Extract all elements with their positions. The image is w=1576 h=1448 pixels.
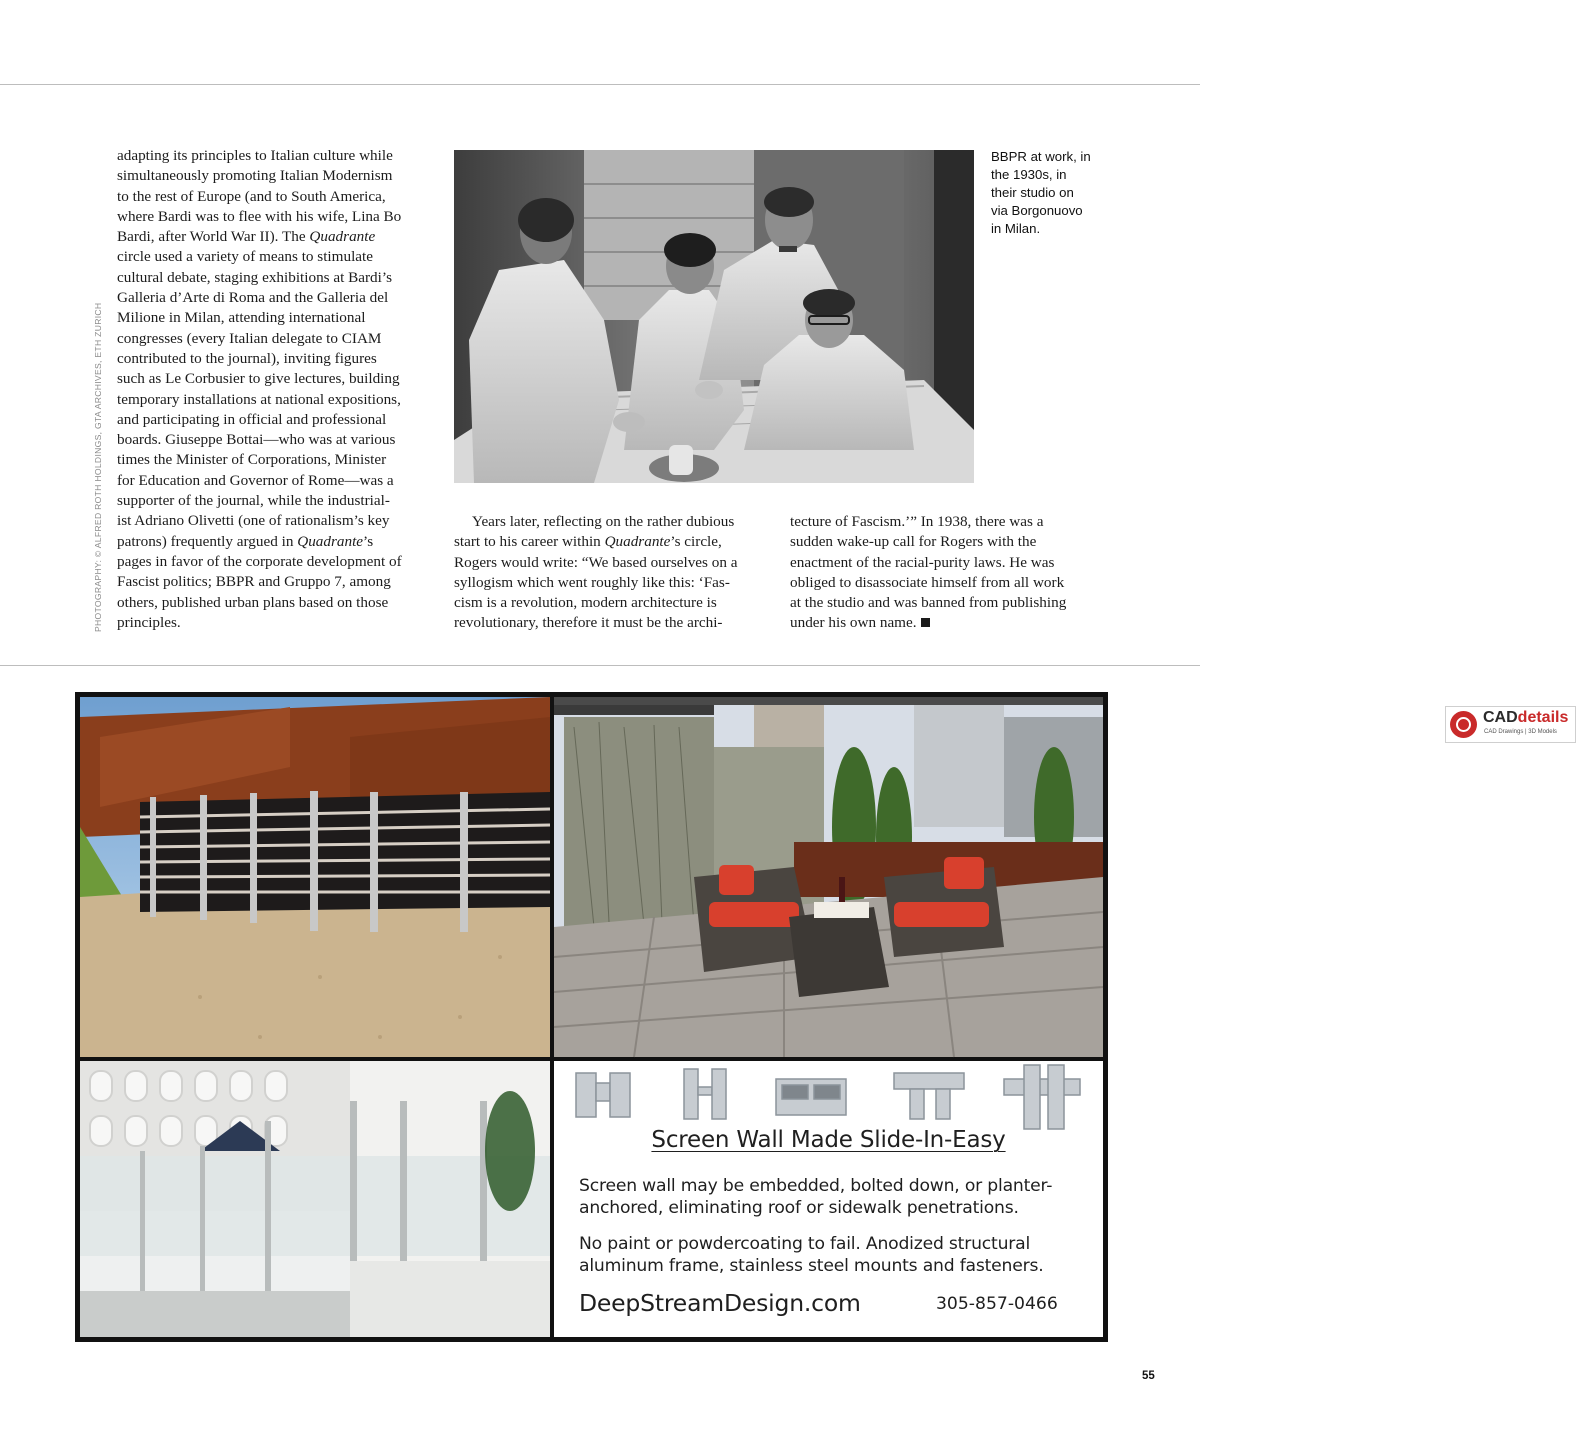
caption-line: in Milan.	[991, 221, 1041, 236]
ad-photo-glass-screen	[80, 1061, 550, 1337]
article-line: supporter of the journal, while the industrial-	[117, 492, 390, 510]
italic-title: Quadrante	[604, 533, 671, 551]
article-line: patrons) frequently argued in Quadrante’s	[117, 532, 374, 550]
article-line: simultaneously promoting Italian Modernism	[117, 167, 393, 185]
article-line: obliged to disassociate himself from all work	[790, 573, 1065, 591]
ad-photo-patio-art	[554, 697, 1103, 1057]
article-line: ist Adriano Olivetti (one of rationalism’s key	[117, 512, 390, 530]
article-line: to the rest of Europe (and to South America,	[117, 187, 386, 205]
italic-title: Quadrante	[309, 228, 376, 246]
extrusion-profile-2	[684, 1069, 726, 1119]
extrusion-profile-1	[576, 1073, 630, 1117]
ad-body-paragraph-1	[579, 1175, 1099, 1219]
article-column-2	[454, 512, 766, 634]
article-line: boards. Giuseppe Bottai—who was at various	[117, 431, 396, 449]
extrusion-profiles-art	[554, 1061, 1103, 1131]
article-line: syllogism which went roughly like this: ‘Fas-	[454, 573, 730, 591]
caption-line: the 1930s, in	[991, 167, 1067, 182]
article-line: revolutionary, therefore it must be the archi-	[454, 614, 723, 632]
article-line: sudden wake-up call for Rogers with the	[790, 533, 1037, 551]
page-number: 55	[1142, 1370, 1155, 1382]
caddetails-logo-tagline: CAD Drawings | 3D Models	[1484, 729, 1557, 735]
ad-body-line: No paint or powdercoating to fail. Anodized structural	[579, 1234, 1031, 1254]
photo-caption	[991, 148, 1116, 238]
ad-body-line: Screen wall may be embedded, bolted down, or planter-	[579, 1176, 1053, 1196]
caddetails-logo-name: CADdetails	[1483, 709, 1569, 726]
article-line: and participating in official and professional	[117, 410, 387, 428]
advertisement[interactable]	[75, 692, 1569, 1342]
ad-body-paragraph-2	[579, 1233, 1099, 1277]
ad-copy-panel	[554, 1061, 1103, 1337]
article-line: others, published urban plans based on those	[117, 593, 389, 611]
italic-title: Quadrante	[297, 532, 364, 550]
caption-line: their studio on	[991, 185, 1074, 200]
article-line: for Education and Governor of Rome—was a	[117, 471, 394, 489]
top-rule	[0, 84, 1200, 85]
article-column-3	[790, 512, 1102, 634]
article-line: cultural debate, staging exhibitions at Bardi’s	[117, 268, 392, 286]
article-line: circle used a variety of means to stimulate	[117, 248, 373, 266]
article-line: start to his career within Quadrante’s circle,	[454, 533, 722, 551]
caddetails-logo-mark	[1450, 711, 1477, 738]
article-line: such as Le Corbusier to give lectures, building	[117, 370, 400, 388]
caption-line: via Borgonuovo	[991, 203, 1083, 218]
caption-line: BBPR at work, in	[991, 149, 1091, 164]
ad-website-link[interactable]: DeepStreamDesign.com	[579, 1289, 861, 1317]
article-line: pages in favor of the corporate development of	[117, 552, 402, 570]
article-line: where Bardi was to flee with his wife, Lina Bo	[117, 207, 402, 225]
article-end-mark	[921, 618, 930, 627]
bbpr-studio-photo	[454, 150, 974, 483]
article-line: temporary installations at national expositions,	[117, 390, 401, 408]
ad-phone-number[interactable]: 305-857-0466	[936, 1294, 1058, 1314]
ad-body-line: anchored, eliminating roof or sidewalk penetrations.	[579, 1198, 1019, 1218]
section-divider	[0, 665, 1200, 666]
article-line: Rogers would write: “We based ourselves on a	[454, 553, 738, 571]
caddetails-logo[interactable]	[1445, 706, 1576, 743]
article-line: times the Minister of Corporations, Minister	[117, 451, 387, 469]
article-line: at the studio and was banned from publishing	[790, 594, 1067, 612]
extrusion-profile-4	[894, 1073, 964, 1119]
ad-photo-patio	[554, 697, 1569, 1057]
article-line: principles.	[117, 613, 181, 631]
ad-photo-fence	[80, 697, 550, 1057]
article-line: congresses (every Italian delegate to CIAM	[117, 329, 382, 347]
ad-body-line: aluminum frame, stainless steel mounts and fasteners.	[579, 1256, 1044, 1276]
bbpr-studio-photo-art	[454, 150, 974, 483]
article-line: Milione in Milan, attending international	[117, 309, 366, 327]
photo-credit: PHOTOGRAPHY: © ALFRED ROTH HOLDINGS, GTA ARCHIVES, ETH ZURICH	[93, 302, 103, 632]
article-line: Years later, reflecting on the rather dubious	[472, 513, 735, 530]
article-line: contributed to the journal), inviting figures	[117, 349, 377, 367]
article-line: cism is a revolution, modern architecture is	[454, 594, 717, 612]
article-column-1	[117, 146, 429, 633]
ad-photo-glass-screen-art	[80, 1061, 550, 1337]
article-line: adapting its principles to Italian culture while	[117, 147, 393, 164]
ad-photo-fence-art	[80, 697, 550, 1057]
article-line: Galleria d’Arte di Roma and the Galleria del	[117, 289, 389, 307]
article-line: Bardi, after World War II). The Quadrante	[117, 228, 376, 246]
article-line: enactment of the racial-purity laws. He was	[790, 553, 1055, 571]
article-line: tecture of Fascism.’” In 1938, there was a	[790, 513, 1044, 530]
ad-headline: Screen Wall Made Slide-In-Easy	[651, 1127, 1006, 1153]
article-line: under his own name.	[790, 613, 1102, 633]
extrusion-profile-5	[1004, 1065, 1080, 1129]
article-line: Fascist politics; BBPR and Gruppo 7, among	[117, 573, 391, 591]
extrusion-profile-3	[776, 1079, 846, 1115]
